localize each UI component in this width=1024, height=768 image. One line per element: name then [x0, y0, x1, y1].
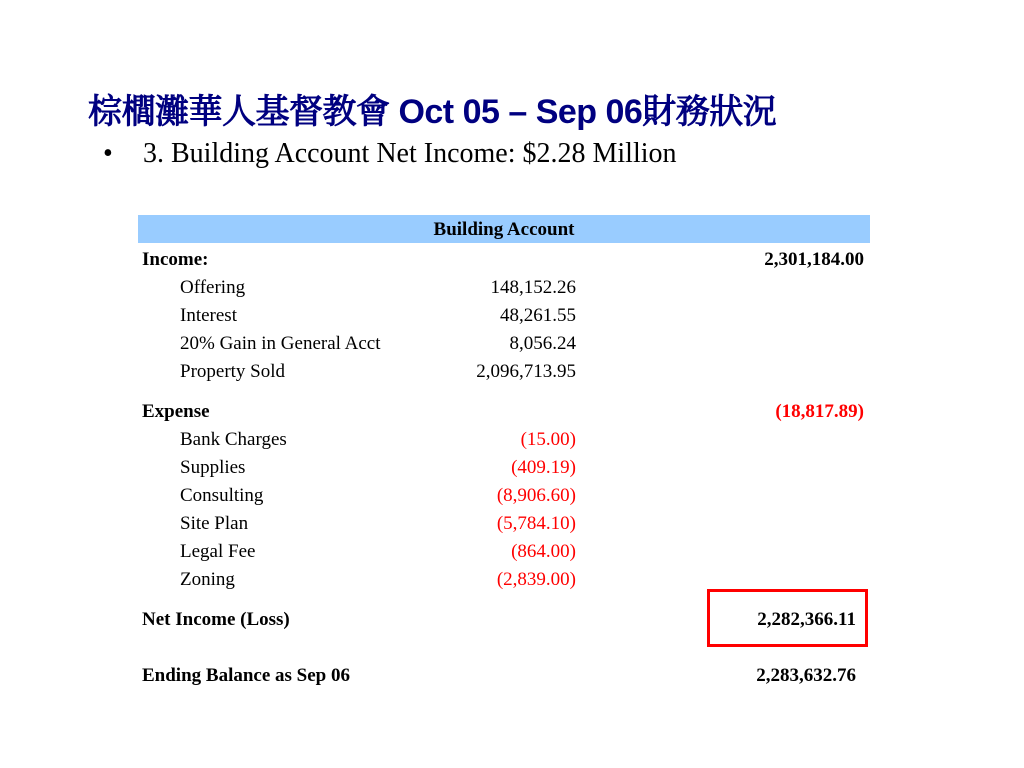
income-label: Income:	[142, 249, 209, 270]
expense-item-label: Bank Charges	[180, 429, 287, 450]
expense-item-label: Legal Fee	[180, 541, 256, 562]
net-income-value: 2,282,366.11	[757, 609, 856, 630]
expense-item-label: Site Plan	[180, 513, 249, 534]
expense-item-value: (5,784.10)	[496, 513, 576, 534]
slide-title: 棕櫚灘華人基督教會 Oct 05 – Sep 06財務狀況	[88, 93, 777, 131]
expense-item-value: (864.00)	[511, 541, 576, 562]
income-item-value: 2,096,713.95	[476, 361, 576, 382]
expense-item-value: (409.19)	[511, 457, 576, 478]
ending-balance-label: Ending Balance as Sep 06	[142, 665, 350, 686]
income-item-label: Offering	[180, 277, 246, 298]
expense-item-value: (2,839.00)	[496, 569, 576, 590]
table-header: Building Account	[138, 215, 870, 243]
bullet-point	[103, 138, 677, 170]
income-item-value: 148,152.26	[490, 277, 576, 298]
expense-item-label: Consulting	[180, 485, 264, 506]
expense-label: Expense	[142, 401, 210, 422]
expense-item-label: Supplies	[180, 457, 246, 478]
income-item-value: 8,056.24	[509, 333, 576, 354]
expense-item-label: Zoning	[180, 569, 235, 590]
income-item-label: 20% Gain in General Acct	[180, 333, 381, 354]
income-total: 2,301,184.00	[764, 249, 864, 270]
expense-item-value: (8,906.60)	[496, 485, 576, 506]
income-item-value: 48,261.55	[500, 305, 576, 326]
bullet-text: 3. Building Account Net Income: $2.28 Million	[143, 138, 677, 169]
expense-total: (18,817.89)	[775, 401, 864, 422]
net-income-label: Net Income (Loss)	[142, 609, 290, 630]
expense-item-value: (15.00)	[520, 429, 576, 450]
ending-balance-value: 2,283,632.76	[756, 665, 856, 686]
income-item-label: Property Sold	[180, 361, 286, 382]
income-item-label: Interest	[180, 305, 237, 326]
bullet-symbol: •	[103, 138, 113, 169]
